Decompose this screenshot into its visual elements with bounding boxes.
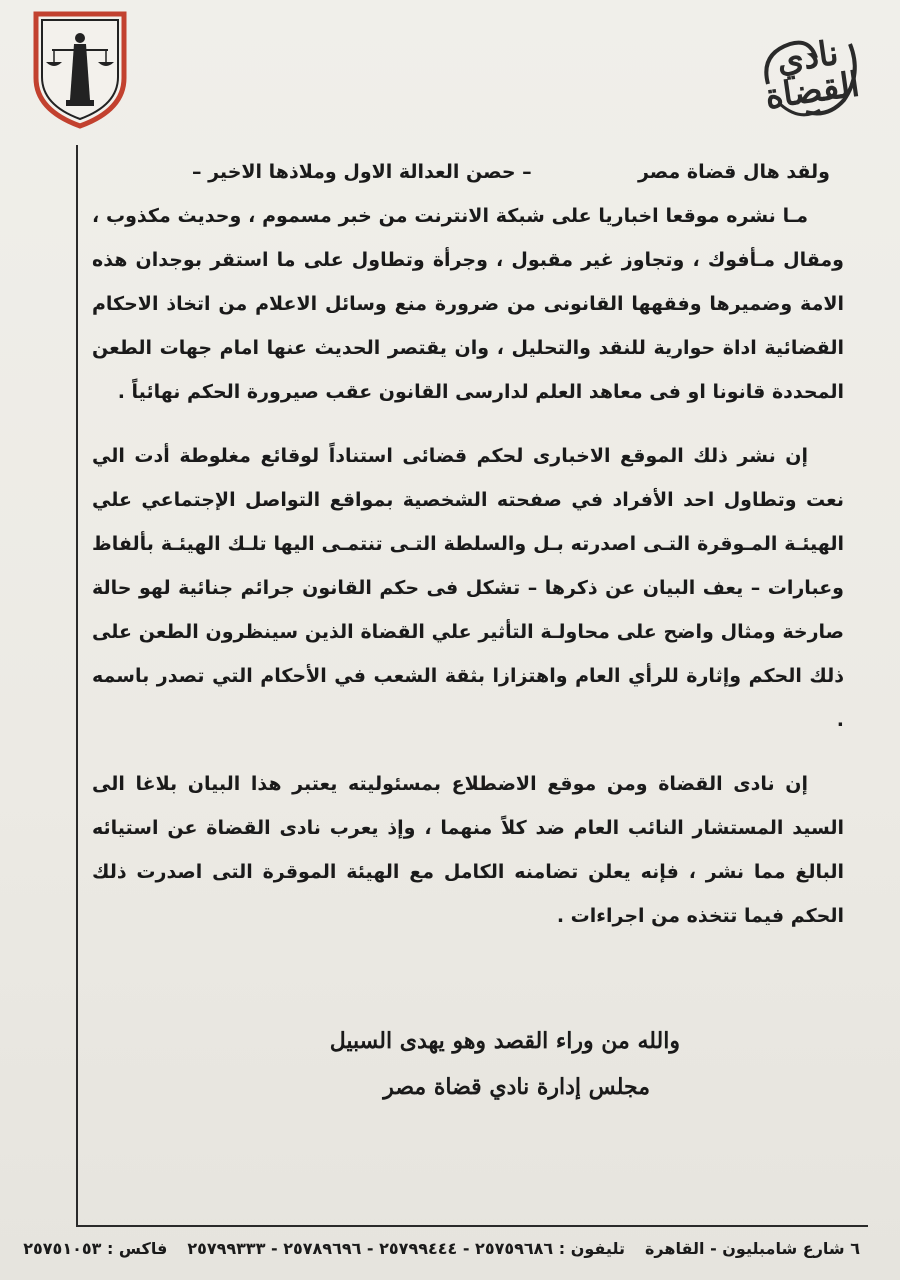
opening-left: – حصن العدالة الاول وملاذها الاخير – <box>192 161 532 183</box>
footer-fax: فاكس : ٢٥٧٥١٠٥٣ <box>23 1238 168 1258</box>
bottom-border-line <box>76 1225 868 1227</box>
closing-line: والله من وراء القصد وهو يهدى السبيل <box>329 1028 680 1054</box>
signature-line: مجلس إدارة نادي قضاة مصر <box>383 1074 650 1100</box>
judges-club-logo <box>750 14 870 134</box>
judges-emblem-icon <box>30 8 130 130</box>
opening-right: ولقد هال قضاة مصر <box>637 161 830 183</box>
closing-block <box>250 1018 690 1110</box>
logo-text: نادي القضاة <box>762 33 863 118</box>
footer-address: ٦ شارع شامبليون - القاهرة <box>644 1238 860 1258</box>
footer-contact <box>23 1233 860 1263</box>
footer-phones: تليفون : ٢٥٧٥٩٦٨٦ - ٢٥٧٩٩٤٤٤ - ٢٥٧٨٩٦٩٦ - ٢٥٧٩٩٣٣٣ <box>187 1238 625 1258</box>
left-border-line <box>76 145 78 1227</box>
letter-body <box>92 150 844 958</box>
paragraph-2: إن نشر ذلك الموقع الاخبارى لحكم قضائى استناداً لوقائع مغلوطة أدت الي نعت وتطاول احد الأفراد في صفحته الشخصية بمواقع التواصل الإجتماعي علي الهيئـة المـوقرة التـى اصدرته بـل والسلطة التـى تنتمـى اليها تلـك الهيئـة بألفاظ وعبارات – يعف البيان عن ذكرها – تشكل فى حكم القانون جرائم جنائية لهو حالة صارخة ومثال واضح على محاولـة التأثير علي القضاة الذين سينظرون الطعن على ذلك الحكم وإثارة للرأي العام واهتزازا بثقة الشعب في الأحكام التي تصدر باسمه . <box>92 445 844 731</box>
opening-line <box>92 150 844 194</box>
paragraph-1: مـا نشره موقعا اخباريا على شبكة الانترنت من خبر مسموم ، وحديث مكذوب ، ومقال مـأفوك ، وتجاوز غير مقبول ، وجرأة وتطاول على ما استقر بوجدان هذه الامة وضميرها وفقهها القانونى من ضرورة منع وسائل الاعلام من اتخاذ الاحكام القضائية اداة حوارية للنقد والتحليل ، وان يقتصر الحديث عنها امام جهات الطعن المحددة قانونا او فى معاهد العلم لدارسى القانون عقب صيرورة الحكم نهائياً . <box>92 205 844 403</box>
paragraph-3: إن نادى القضاة ومن موقع الاضطلاع بمسئوليته يعتبر هذا البيان بلاغا الى السيد المستشار النائب العام ضد كلاً منهما ، وإذ يعرب نادى القضاة عن استيائه البالغ مما نشر ، فإنه يعلن تضامنه الكامل مع الهيئة الموقرة التى اصدرت ذلك الحكم فيما تتخذه من اجراءات . <box>92 773 844 927</box>
